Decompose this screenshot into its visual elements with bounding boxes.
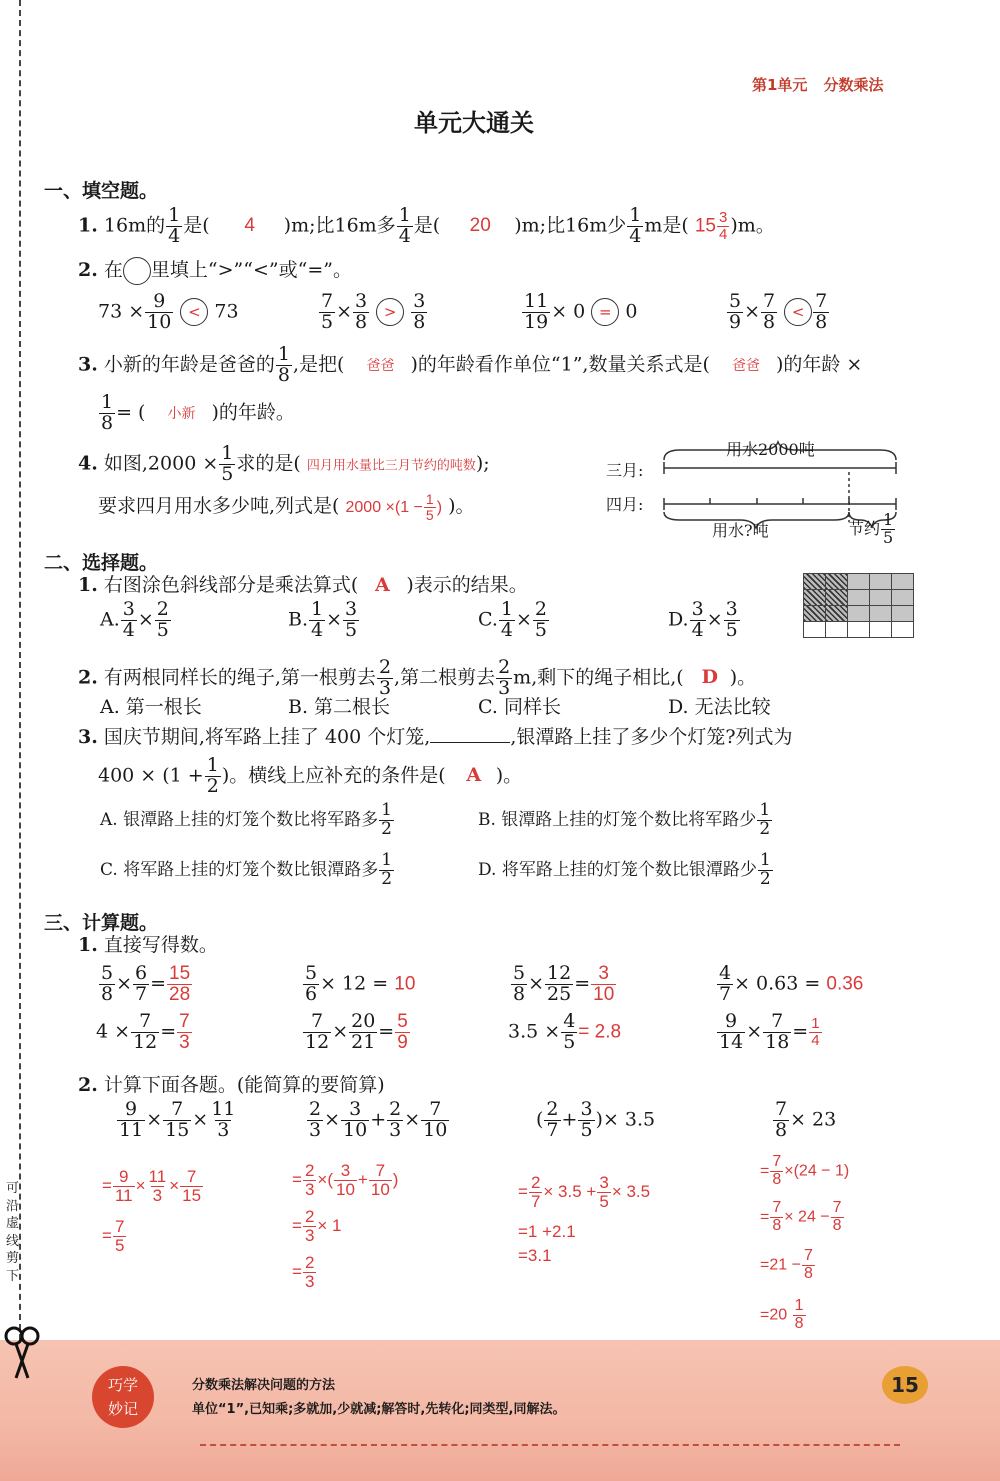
- k2-p1: $\frac{9}{11}$ × $\frac{7}{15}$ × $\frac{11}{3}$: [119, 1098, 236, 1141]
- c3-option-b: B. 银潭路上挂的灯笼个数比将军路少 $\frac{1}{2}$: [478, 800, 771, 839]
- tip-title: 分数乘法解决问题的方法: [192, 1378, 336, 1393]
- memo-badge: 巧学 妙记: [92, 1366, 154, 1428]
- c2-option-c: C. 同样长: [478, 696, 561, 718]
- q3-line2: $\frac{1}{8}$ = ( 小新 )的年龄。: [101, 391, 295, 434]
- c2-option-a: A. 第一根长: [100, 696, 202, 718]
- k1-title: 1. 直接写得数。: [78, 934, 218, 956]
- q2: 2. 在 里填上“>”“<”或“=”。: [78, 257, 352, 285]
- c2-option-d: D. 无法比较: [668, 696, 771, 718]
- k1-b2: $\frac{7}{12}$ × $\frac{20}{21}$ = $\frac{5}{9}$: [305, 1010, 408, 1053]
- diagram-april: 四月:: [606, 495, 644, 514]
- k2-s1-step1: = $\frac{9}{11}$ × $\frac{11}{3}$ × $\frac{7}{15}$: [102, 1167, 202, 1205]
- k2-s4-step4: =20 $\frac{1}{8}$: [760, 1297, 804, 1332]
- q4-line2: 要求四月用水多少吨,列式是( 2000 ×(1 − $\frac{1}{5}$ ) )。: [98, 491, 475, 523]
- c1-option-b: B. $\frac{1}{4}$ × $\frac{3}{5}$: [288, 598, 358, 641]
- k1-a3: $\frac{5}{8}$ × $\frac{12}{25}$ = $\frac{3}{10}$: [513, 962, 615, 1005]
- unit-label: 第1单元 分数乘法: [752, 76, 884, 94]
- c3-option-c: C. 将军路上挂的灯笼个数比银潭路多 $\frac{1}{2}$: [100, 850, 393, 889]
- c3-option-a: A. 银潭路上挂的灯笼个数比将军路多 $\frac{1}{2}$: [100, 800, 392, 839]
- c3-line1: 3. 国庆节期间,将军路上挂了 400 个灯笼, ,银潭路上挂了多少个灯笼?列式为: [78, 726, 793, 748]
- c1-option-c: C. $\frac{1}{4}$ × $\frac{2}{5}$: [478, 598, 548, 641]
- k2-s2-step1: = $\frac{2}{3}$ ×( $\frac{3}{10}$ + $\frac{7}{10}$ ): [292, 1161, 399, 1199]
- k2-p2: $\frac{2}{3}$ × $\frac{3}{10}$ + $\frac{2}{3}$ × $\frac{7}{10}$: [309, 1098, 448, 1141]
- tip-dashed-line: [200, 1444, 900, 1446]
- section-calc: 三、计算题。: [44, 912, 159, 934]
- c2: 2. 有两根同样长的绳子,第一根剪去 $\frac{2}{3}$ ,第二根剪去 $\frac{2}{3}$ m,剩下的绳子相比,( D )。: [78, 656, 757, 699]
- diagram-top-label: 用水2000吨: [726, 440, 815, 459]
- k2-s1-step2: = $\frac{7}{5}$: [102, 1217, 125, 1255]
- q3-line1: 3. 小新的年龄是爸爸的 $\frac{1}{8}$ ,是把( 爸爸 )的年龄看作单位“1”,数量关系式是( 爸爸 )的年龄 ×: [78, 343, 863, 386]
- k2-s3-step3: =3.1: [518, 1246, 552, 1265]
- q2-expr4: $\frac{5}{9}$ × $\frac{7}{8}$ < $\frac{7}{8}$: [729, 290, 828, 333]
- diagram-march: 三月:: [606, 461, 644, 480]
- k1-a4: $\frac{4}{7}$ × 0.63 = 0.36: [719, 962, 864, 1005]
- k2-s2-step3: = $\frac{2}{3}$: [292, 1253, 315, 1291]
- c1: 1. 右图涂色斜线部分是乘法算式( A )表示的结果。: [78, 574, 528, 596]
- k1-b1: 4 × $\frac{7}{12}$ = $\frac{7}{3}$: [96, 1010, 190, 1053]
- k2-s3-step1: = $\frac{2}{7}$ × 3.5 + $\frac{3}{5}$ × 3.5: [518, 1173, 651, 1211]
- k2-s2-step2: = $\frac{2}{3}$ × 1: [292, 1207, 342, 1245]
- q4-line1: 4. 如图,2000 × $\frac{1}{5}$ 求的是( 四月用水量比三月节约的吨数);: [78, 442, 490, 485]
- c1-option-d: D. $\frac{3}{4}$ × $\frac{3}{5}$: [668, 598, 738, 641]
- q2-expr2: $\frac{7}{5}$ × $\frac{3}{8}$ > $\frac{3}{8}$: [321, 290, 426, 333]
- k2-p3: ( $\frac{2}{7}$ + $\frac{3}{5}$ )× 3.5: [536, 1098, 656, 1141]
- page-title: 单元大通关: [414, 108, 534, 137]
- cut-hint: 可沿虚线剪下: [6, 1181, 20, 1284]
- q1: 1. 16m的 $\frac{1}{4}$ 是( 4 )m;比16m多 $\frac{1}{4}$ 是( 20 )m;比16m少 $\frac{1}{4}$ m是( 15 $\frac{3}{4}$ )m。: [78, 204, 775, 247]
- diagram-bottom-label: 用水?吨: [712, 521, 769, 540]
- tip-text: 单位“1”,已知乘;多就加,少就减;解答时,先转化;同类型,同解法。: [192, 1402, 566, 1417]
- section-fill-blank: 一、填空题。: [44, 180, 159, 202]
- q2-expr3: $\frac{11}{19}$ × 0 = 0: [524, 290, 638, 333]
- c2-option-b: B. 第二根长: [288, 696, 391, 718]
- q2-expr1: 73 × $\frac{9}{10}$ < 73: [98, 290, 239, 333]
- cut-line: [19, 0, 21, 1340]
- k2-title: 2. 计算下面各题。(能简算的要简算): [78, 1074, 385, 1096]
- k1-b3: 3.5 × $\frac{4}{5}$ = 2.8: [508, 1010, 622, 1053]
- shaded-grid: [803, 573, 914, 638]
- k2-s4-step3: =21 − $\frac{7}{8}$: [760, 1247, 813, 1282]
- k1-a2: $\frac{5}{6}$ × 12 = 10: [305, 962, 416, 1005]
- c1-option-a: A. $\frac{3}{4}$ × $\frac{2}{5}$: [100, 598, 169, 641]
- page-number: 15: [882, 1366, 928, 1404]
- section-choice: 二、选择题。: [44, 552, 159, 574]
- k2-p4: $\frac{7}{8}$ × 23: [775, 1098, 837, 1141]
- k1-b4: $\frac{9}{14}$ × $\frac{7}{18}$ = $\frac{1}{4}$: [719, 1010, 820, 1053]
- k2-s4-step1: = $\frac{7}{8}$ ×(24 − 1): [760, 1153, 850, 1188]
- diagram-save-label: 节约 $\frac{1}{5}$: [848, 510, 894, 547]
- c3-line2: 400 × (1 + $\frac{1}{2}$ )。横线上应补充的条件是( A )。: [98, 754, 523, 797]
- k2-s3-step2: =1 +2.1: [518, 1222, 576, 1241]
- c3-option-d: D. 将军路上挂的灯笼个数比银潭路少 $\frac{1}{2}$: [478, 850, 771, 889]
- scissors-icon: [2, 1322, 42, 1382]
- k1-a1: $\frac{5}{8}$ × $\frac{6}{7}$ = $\frac{15}{28}$: [101, 962, 191, 1005]
- k2-s4-step2: = $\frac{7}{8}$ × 24 − $\frac{7}{8}$: [760, 1199, 842, 1234]
